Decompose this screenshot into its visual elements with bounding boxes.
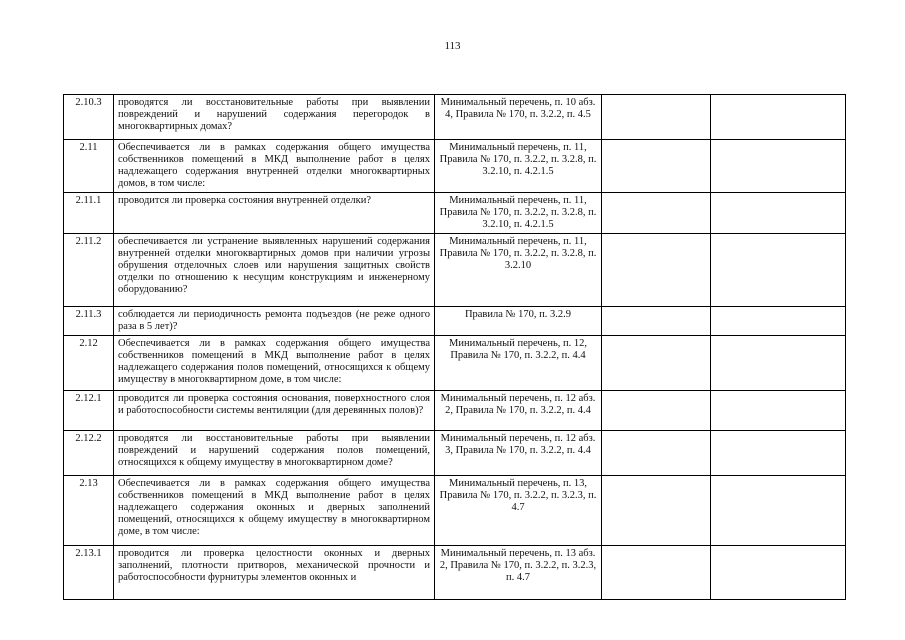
table-row bbox=[64, 193, 846, 234]
row-number: 2.10.3 bbox=[64, 95, 114, 140]
row-note-cell bbox=[711, 234, 846, 307]
row-answer-cell bbox=[602, 391, 711, 431]
row-note-cell bbox=[711, 546, 846, 600]
row-question: проводится ли проверка целостности оконных и дверных заполнений, плотности притворов, механической прочности и работоспособности фурнитуры элементов оконных и bbox=[114, 546, 435, 600]
page-number: 113 bbox=[444, 40, 461, 52]
row-reference: Минимальный перечень, п. 13 абз. 2, Правила № 170, п. 3.2.2, п. 3.2.3, п. 4.7 bbox=[435, 546, 602, 600]
row-question: соблюдается ли периодичность ремонта подъездов (не реже одного раза в 5 лет)? bbox=[114, 307, 435, 336]
row-answer-cell bbox=[602, 307, 711, 336]
row-note-cell bbox=[711, 140, 846, 193]
row-number: 2.11.2 bbox=[64, 234, 114, 307]
row-number: 2.12 bbox=[64, 336, 114, 391]
row-answer-cell bbox=[602, 193, 711, 234]
row-reference: Минимальный перечень, п. 11, Правила № 170, п. 3.2.2, п. 3.2.8, п. 3.2.10, п. 4.2.1.5 bbox=[435, 140, 602, 193]
row-reference: Минимальный перечень, п. 11, Правила № 170, п. 3.2.2, п. 3.2.8, п. 3.2.10 bbox=[435, 234, 602, 307]
row-question: Обеспечивается ли в рамках содержания общего имущества собственников помещений в МКД выполнение работ в целях надлежащего содержания внутренней отделки многоквартирных домов, в том числе: bbox=[114, 140, 435, 193]
table-row bbox=[64, 95, 846, 140]
row-note-cell bbox=[711, 95, 846, 140]
row-answer-cell bbox=[602, 140, 711, 193]
row-note-cell bbox=[711, 336, 846, 391]
row-question: Обеспечивается ли в рамках содержания общего имущества собственников помещений в МКД выполнение работ в целях надлежащего содержания оконных и дверных заполнений помещений, относящихся к общему имуществу в многоквартирном доме, в том числе: bbox=[114, 476, 435, 546]
row-question: проводятся ли восстановительные работы при выявлении повреждений и нарушений содержания перегородок в многоквартирных домах? bbox=[114, 95, 435, 140]
row-reference: Минимальный перечень, п. 12 абз. 3, Правила № 170, п. 3.2.2, п. 4.4 bbox=[435, 431, 602, 476]
row-note-cell bbox=[711, 193, 846, 234]
row-number: 2.12.2 bbox=[64, 431, 114, 476]
checklist-table bbox=[63, 94, 846, 600]
row-question: проводится ли проверка состояния внутренней отделки? bbox=[114, 193, 435, 234]
row-reference: Минимальный перечень, п. 12 абз. 2, Правила № 170, п. 3.2.2, п. 4.4 bbox=[435, 391, 602, 431]
row-question: проводится ли проверка состояния основания, поверхностного слоя и работоспособности системы вентиляции (для деревянных полов)? bbox=[114, 391, 435, 431]
table-row bbox=[64, 307, 846, 336]
table-row bbox=[64, 391, 846, 431]
row-number: 2.12.1 bbox=[64, 391, 114, 431]
row-question: проводятся ли восстановительные работы при выявлении повреждений и нарушений содержания полов помещений, относящихся к общему имуществу в многоквартирном доме? bbox=[114, 431, 435, 476]
row-answer-cell bbox=[602, 546, 711, 600]
table-row bbox=[64, 546, 846, 600]
row-note-cell bbox=[711, 307, 846, 336]
row-number: 2.13 bbox=[64, 476, 114, 546]
row-question: обеспечивается ли устранение выявленных нарушений содержания внутренней отделки многоквартирных домов при наличии угрозы обрушения отделочных слоев или нарушения защитных свойств отделки по отношению к несущим конструкциям и инженерному оборудованию? bbox=[114, 234, 435, 307]
row-reference: Минимальный перечень, п. 13, Правила № 170, п. 3.2.2, п. 3.2.3, п. 4.7 bbox=[435, 476, 602, 546]
row-reference: Минимальный перечень, п. 10 абз. 4, Правила № 170, п. 3.2.2, п. 4.5 bbox=[435, 95, 602, 140]
row-reference: Правила № 170, п. 3.2.9 bbox=[435, 307, 602, 336]
row-note-cell bbox=[711, 431, 846, 476]
row-note-cell bbox=[711, 391, 846, 431]
table-row bbox=[64, 431, 846, 476]
row-answer-cell bbox=[602, 95, 711, 140]
row-note-cell bbox=[711, 476, 846, 546]
row-answer-cell bbox=[602, 234, 711, 307]
row-question: Обеспечивается ли в рамках содержания общего имущества собственников помещений в МКД выполнение работ в целях надлежащего содержания полов помещений, относящихся к общему имуществу в многоквартирном доме, в том числе: bbox=[114, 336, 435, 391]
row-answer-cell bbox=[602, 476, 711, 546]
row-number: 2.11 bbox=[64, 140, 114, 193]
table-row bbox=[64, 140, 846, 193]
table-row bbox=[64, 234, 846, 307]
row-number: 2.11.1 bbox=[64, 193, 114, 234]
table-row bbox=[64, 336, 846, 391]
row-answer-cell bbox=[602, 336, 711, 391]
row-number: 2.11.3 bbox=[64, 307, 114, 336]
row-number: 2.13.1 bbox=[64, 546, 114, 600]
table-row bbox=[64, 476, 846, 546]
row-reference: Минимальный перечень, п. 11, Правила № 170, п. 3.2.2, п. 3.2.8, п. 3.2.10, п. 4.2.1.5 bbox=[435, 193, 602, 234]
row-answer-cell bbox=[602, 431, 711, 476]
row-reference: Минимальный перечень, п. 12, Правила № 170, п. 3.2.2, п. 4.4 bbox=[435, 336, 602, 391]
